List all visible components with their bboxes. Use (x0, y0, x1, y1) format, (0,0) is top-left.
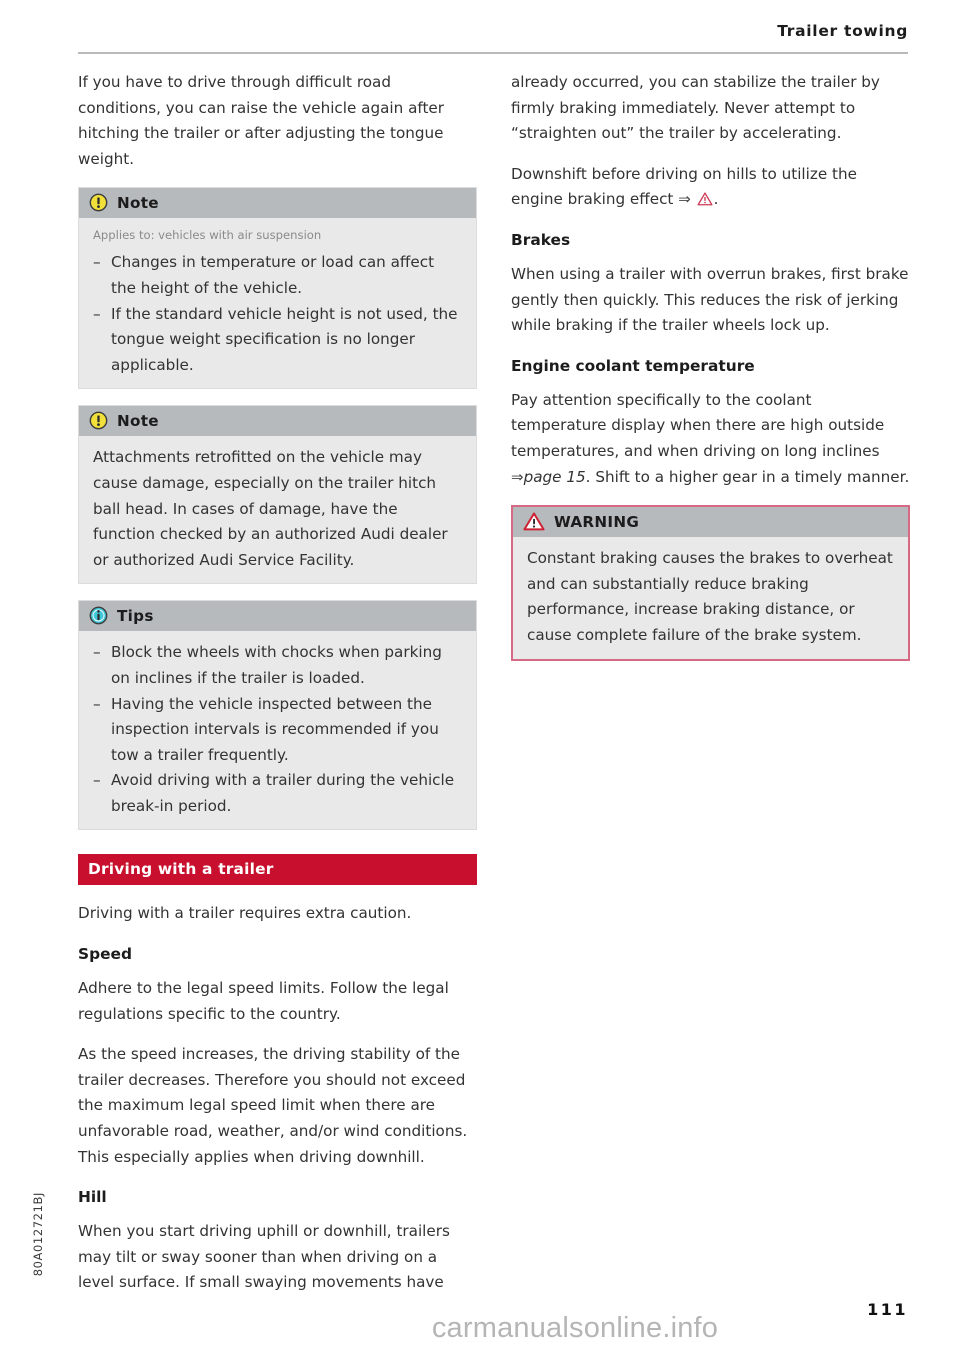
list-item (93, 250, 462, 301)
watermark: carmanualsonline.info (431, 1312, 719, 1344)
subheading-engine-coolant-temperature: Engine coolant temperature (511, 356, 755, 375)
section-heading-driving-with-a-trailer: Driving with a trailer (78, 854, 477, 885)
tips-box-body (79, 631, 476, 829)
note-exclamation-icon (89, 193, 108, 212)
dash-marker: – (93, 253, 101, 272)
page-header (78, 22, 908, 56)
brakes-paragraph: When using a trailer with overrun brakes, first brake gently then quickly. This reduces the risk of jerking while braking if the trailer wheels lock up. (511, 264, 909, 335)
warning-triangle-icon (523, 512, 545, 531)
downshift-text: Downshift before driving on hills to utilize the engine braking effect (511, 164, 857, 209)
downshift-paragraph (511, 162, 910, 213)
note-box-attachments (78, 405, 477, 584)
list-item-text: Avoid driving with a trailer during the vehicle break-in period. (111, 771, 455, 815)
document-part-number: 80A012721BJ (31, 1192, 45, 1277)
warning-box-header (513, 507, 908, 537)
note-box-text: Attachments retrofitted on the vehicle may cause damage, especially on the trailer hitch ball head. In cases of damage, have the function checked by an authorized Audi dealer or authorized Audi Service Facility. (93, 448, 448, 569)
cross-reference-arrow-icon: ⇒ (678, 190, 691, 209)
coolant-paragraph (511, 388, 910, 490)
coolant-text: Pay attention specifically to the coolant temperature display when there are high outside temperatures, and when driving on long inclines (511, 390, 885, 460)
applies-to-text: Applies to: vehicles with air suspension (93, 228, 322, 243)
dash-marker: – (93, 304, 101, 323)
subheading-brakes: Brakes (511, 230, 571, 249)
cross-reference-arrow-icon: ⇒ (511, 467, 524, 486)
intro-paragraph: If you have to drive through difficult road conditions, you can raise the vehicle again after hitching the trailer or after adjusting the tongue weight. (78, 73, 445, 168)
list-item-text: If the standard vehicle height is not used, the tongue weight specification is no longer applicable. (111, 304, 458, 374)
page-reference-link[interactable]: page 15 (523, 467, 586, 486)
note-box-label: Note (117, 193, 159, 212)
page-title: Trailer towing (777, 22, 908, 40)
dash-marker: – (93, 771, 101, 790)
warning-box-body (513, 537, 908, 658)
subheading-speed: Speed (78, 945, 132, 964)
tips-box-label: Tips (117, 606, 154, 625)
note-box-body (79, 436, 476, 583)
list-item-text: Changes in temperature or load can affect the height of the vehicle. (111, 253, 435, 297)
list-item (93, 302, 462, 379)
note-box-body (79, 218, 476, 388)
tips-info-icon (89, 606, 108, 625)
right-column (511, 70, 910, 677)
continued-paragraph: already occurred, you can stabilize the trailer by firmly braking immediately. Never attempt to “straighten out” the trailer by accelerating. (511, 73, 880, 143)
coolant-text-suffix: . Shift to a higher gear in a timely manner. (585, 467, 910, 486)
list-item (93, 692, 462, 769)
tips-box (78, 600, 477, 830)
header-divider (78, 52, 908, 54)
section-intro-paragraph: Driving with a trailer requires extra caution. (78, 904, 412, 923)
list-item (93, 768, 462, 819)
warning-triangle-icon (697, 192, 713, 206)
list-item (93, 640, 462, 691)
subheading-hill: Hill (78, 1188, 107, 1207)
list-item-text: Having the vehicle inspected between the inspection intervals is recommended if you tow a trailer frequently. (111, 694, 439, 764)
speed-paragraph-1: Adhere to the legal speed limits. Follow the legal regulations specific to the country. (78, 979, 449, 1023)
note-box-label: Note (117, 411, 159, 430)
dash-marker: – (93, 694, 101, 713)
left-column (78, 70, 477, 1311)
warning-box-text: Constant braking causes the brakes to overheat and can substantially reduce braking performance, increase braking distance, or cause complete failure of the brake system. (527, 549, 893, 644)
note-box-air-suspension (78, 187, 477, 389)
note-box-list (93, 250, 462, 378)
note-exclamation-icon (89, 411, 108, 430)
hill-paragraph: When you start driving uphill or downhill, trailers may tilt or sway sooner than when driving on a level surface. If small swaying movements have (78, 1222, 450, 1292)
downshift-text-suffix: . (713, 190, 719, 209)
tips-box-header (79, 601, 476, 631)
note-box-header (79, 406, 476, 436)
warning-box-label: WARNING (554, 512, 640, 531)
speed-paragraph-2: As the speed increases, the driving stability of the trailer decreases. Therefore you should not exceed the maximum legal speed limit when there are unfavorable road, weather, and/or wind conditions. This especially applies when driving downhill. (78, 1045, 468, 1166)
dash-marker: – (93, 643, 101, 662)
tips-box-list (93, 640, 462, 819)
list-item-text: Block the wheels with chocks when parking on inclines if the trailer is loaded. (111, 643, 442, 687)
warning-box (511, 505, 910, 660)
page-number: 111 (867, 1300, 908, 1319)
note-box-header (79, 188, 476, 218)
